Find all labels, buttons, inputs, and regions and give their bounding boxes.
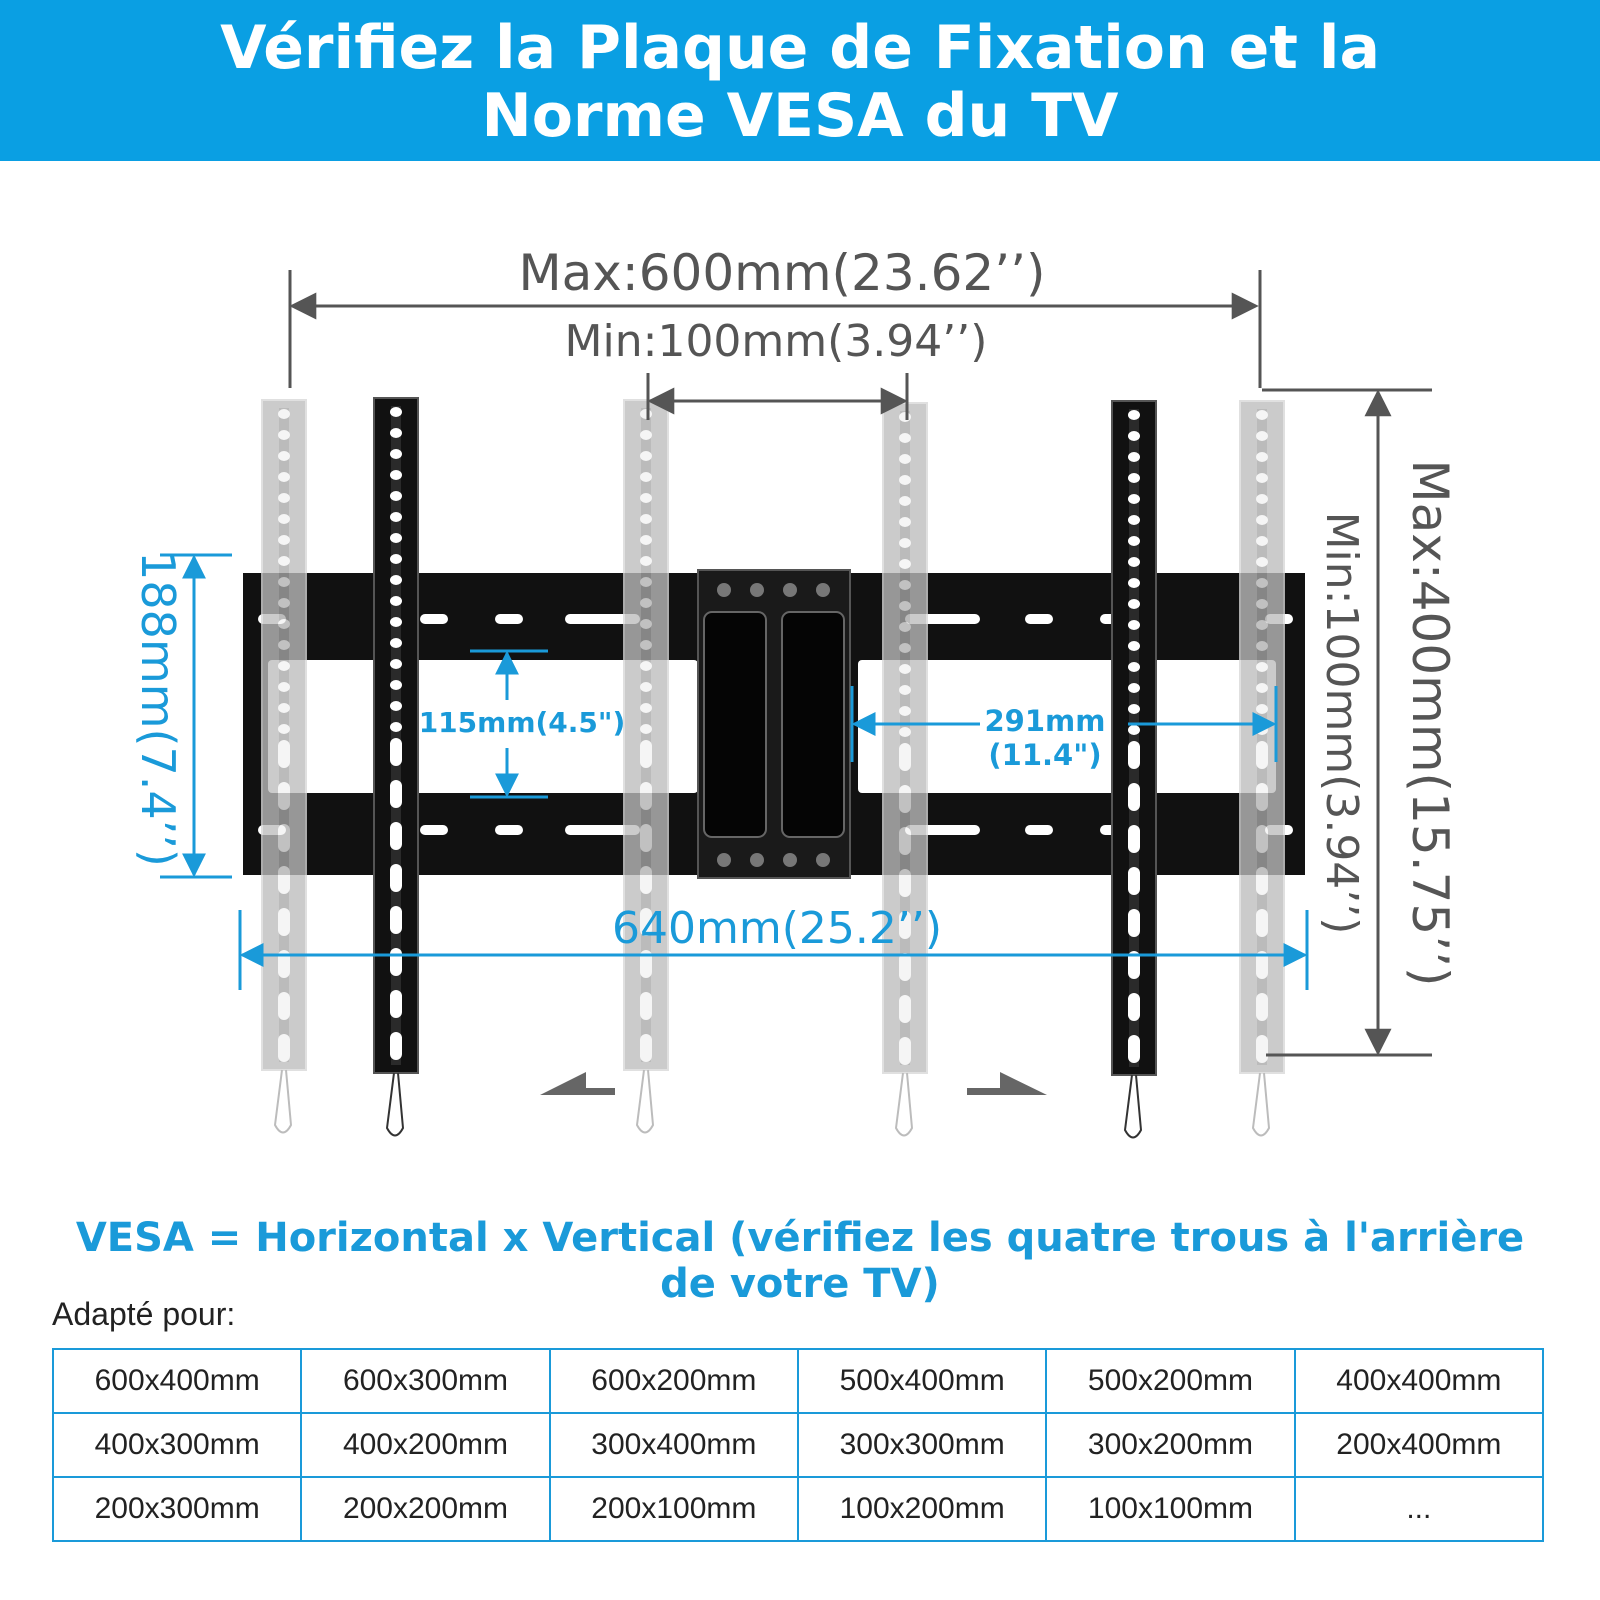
max-width-label: Max:600mm(23.62’’) bbox=[518, 244, 1046, 302]
table-row bbox=[53, 1349, 1543, 1413]
title-line-2: Norme VESA du TV bbox=[481, 81, 1119, 151]
table-cell: 500x200mm bbox=[1046, 1349, 1294, 1413]
table-cell: 600x400mm bbox=[53, 1349, 301, 1413]
table-cell: ... bbox=[1295, 1477, 1543, 1541]
arrow-right-icon bbox=[967, 1072, 1047, 1095]
table-row bbox=[53, 1413, 1543, 1477]
bracket-black-left bbox=[374, 398, 418, 1136]
plate-height-label: 188mm(7.4’’) bbox=[131, 551, 185, 867]
slide-arrows bbox=[540, 1072, 1047, 1095]
bracket-ghost-1 bbox=[262, 400, 306, 1133]
bracket-ghost-4 bbox=[1240, 401, 1284, 1136]
plate-width-label: 640mm(25.2’’) bbox=[612, 903, 942, 954]
vesa-formula-line1: VESA = Horizontal x Vertical (vérifiez les quatre trous à l'arrière bbox=[75, 1215, 1525, 1261]
bracket-ghost-3 bbox=[883, 403, 927, 1136]
table-cell: 400x400mm bbox=[1295, 1349, 1543, 1413]
bracket-black-right bbox=[1112, 401, 1156, 1138]
side-gap-label-line1: 291mm bbox=[984, 704, 1106, 738]
table-cell: 600x200mm bbox=[550, 1349, 798, 1413]
table-cell: 500x400mm bbox=[798, 1349, 1046, 1413]
header-banner bbox=[0, 0, 1600, 161]
min-width-label: Min:100mm(3.94’’) bbox=[564, 316, 988, 367]
mount-diagram bbox=[0, 161, 1600, 1180]
vesa-formula-line2: de votre TV) bbox=[660, 1261, 940, 1307]
vesa-compat-table bbox=[52, 1348, 1544, 1542]
table-cell: 100x200mm bbox=[798, 1477, 1046, 1541]
table-cell: 400x200mm bbox=[301, 1413, 549, 1477]
table-row bbox=[53, 1477, 1543, 1541]
inner-gap-label: 115mm(4.5") bbox=[418, 706, 626, 739]
compatible-label: Adapté pour: bbox=[52, 1296, 236, 1332]
side-gap-label-line2: (11.4") bbox=[988, 738, 1102, 772]
bracket-ghost-2 bbox=[624, 400, 668, 1133]
arrow-left-icon bbox=[540, 1072, 615, 1095]
max-height-label: Max:400mm(15.75’’) bbox=[1401, 459, 1459, 987]
title-line-1: Vérifiez la Plaque de Fixation et la bbox=[220, 13, 1380, 83]
table-cell: 200x300mm bbox=[53, 1477, 301, 1541]
table-cell: 200x200mm bbox=[301, 1477, 549, 1541]
table-cell: 300x400mm bbox=[550, 1413, 798, 1477]
page-title bbox=[0, 14, 1600, 150]
table-cell: 200x100mm bbox=[550, 1477, 798, 1541]
table-cell: 400x300mm bbox=[53, 1413, 301, 1477]
min-height-label: Min:100mm(3.94’’) bbox=[1316, 511, 1367, 935]
table-cell: 200x400mm bbox=[1295, 1413, 1543, 1477]
table-cell: 100x100mm bbox=[1046, 1477, 1294, 1541]
vesa-formula bbox=[40, 1215, 1560, 1307]
table-cell: 300x200mm bbox=[1046, 1413, 1294, 1477]
table-cell: 600x300mm bbox=[301, 1349, 549, 1413]
table-cell: 300x300mm bbox=[798, 1413, 1046, 1477]
